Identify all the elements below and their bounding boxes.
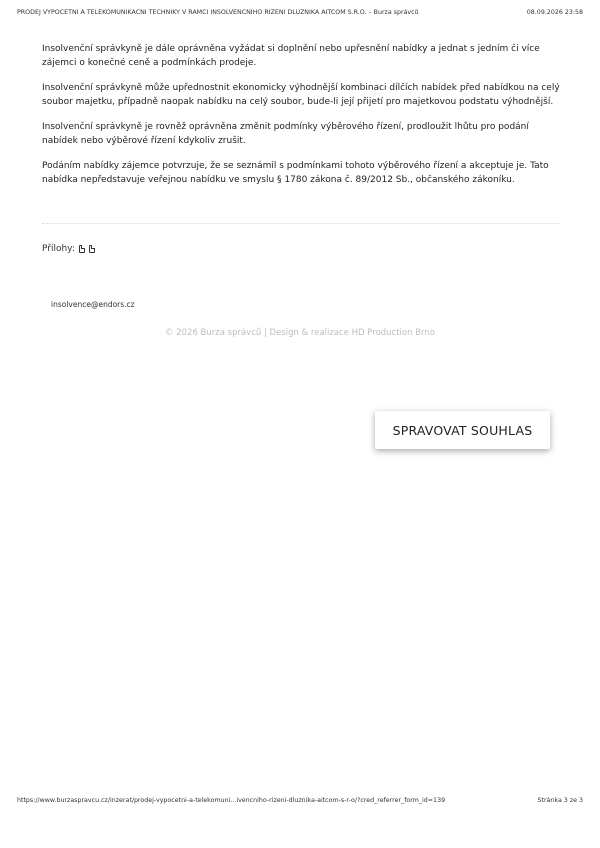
file-icon[interactable] <box>79 245 85 253</box>
paragraph-change-conditions: Insolvenční správkyně je rovněž oprávněna změnit podmínky výběrového řízení, prodloužit lhůtu pro podání nabídek nebo výběrové řízení kdykoliv zrušit. <box>42 122 529 146</box>
print-footer-url: https://www.burzaspravcu.cz/inzerat/prodej-vypocetni-a-telekomuni...ivencniho-rizeni-dluznika-aitcom-s-r-o/?cred_referrer_form_id=139 <box>17 797 446 804</box>
paragraph-negotiation: Insolvenční správkyně je dále oprávněna vyžádat si doplnění nebo upřesnění nabídky a jednat s jedním či více zájemci o konečné ceně a podmínkách prodeje. <box>42 44 540 68</box>
print-header-title: PRODEJ VÝPOČETNÍ A TELEKOMUNIKAČNÍ TECHNIKY V RÁMCI INSOLVENČNÍHO ŘÍZENÍ DLUŽNÍKA AITCOM S.R.O. – Burza správců <box>17 9 419 16</box>
paragraph-acceptance: Podáním nabídky zájemce potvrzuje, že se seznámil s podmínkami tohoto výběrového řízení a akceptuje je. Tato nabídka nepředstavuje veřejnou nabídku ve smyslu § 1780 zákona č. 89/2012 Sb., občanského zákoníku. <box>42 161 549 185</box>
attachments <box>42 244 95 254</box>
contact-email[interactable]: insolvence@endors.cz <box>51 300 135 309</box>
manage-consent-button[interactable]: SPRAVOVAT SOUHLAS <box>375 411 550 449</box>
section-divider <box>42 223 560 224</box>
paragraph-partial-offers: Insolvenční správkyně může upřednostnit ekonomicky výhodnější kombinaci dílčích nabídek před nabídkou na celý soubor majetku, případně naopak nabídku na celý soubor, bude-li její přijetí pro majetkovou podstatu výhodnější. <box>42 83 560 107</box>
print-footer-page-number: Stránka 3 ze 3 <box>537 797 583 804</box>
footer-copyright: © 2026 Burza správců | Design & realizace HD Production Brno <box>165 328 435 338</box>
print-header-date: 08.09.2026 23:58 <box>526 9 583 16</box>
attachments-label: Přílohy: <box>42 244 75 254</box>
file-icon[interactable] <box>89 245 95 253</box>
listing-conditions-text <box>42 42 562 198</box>
